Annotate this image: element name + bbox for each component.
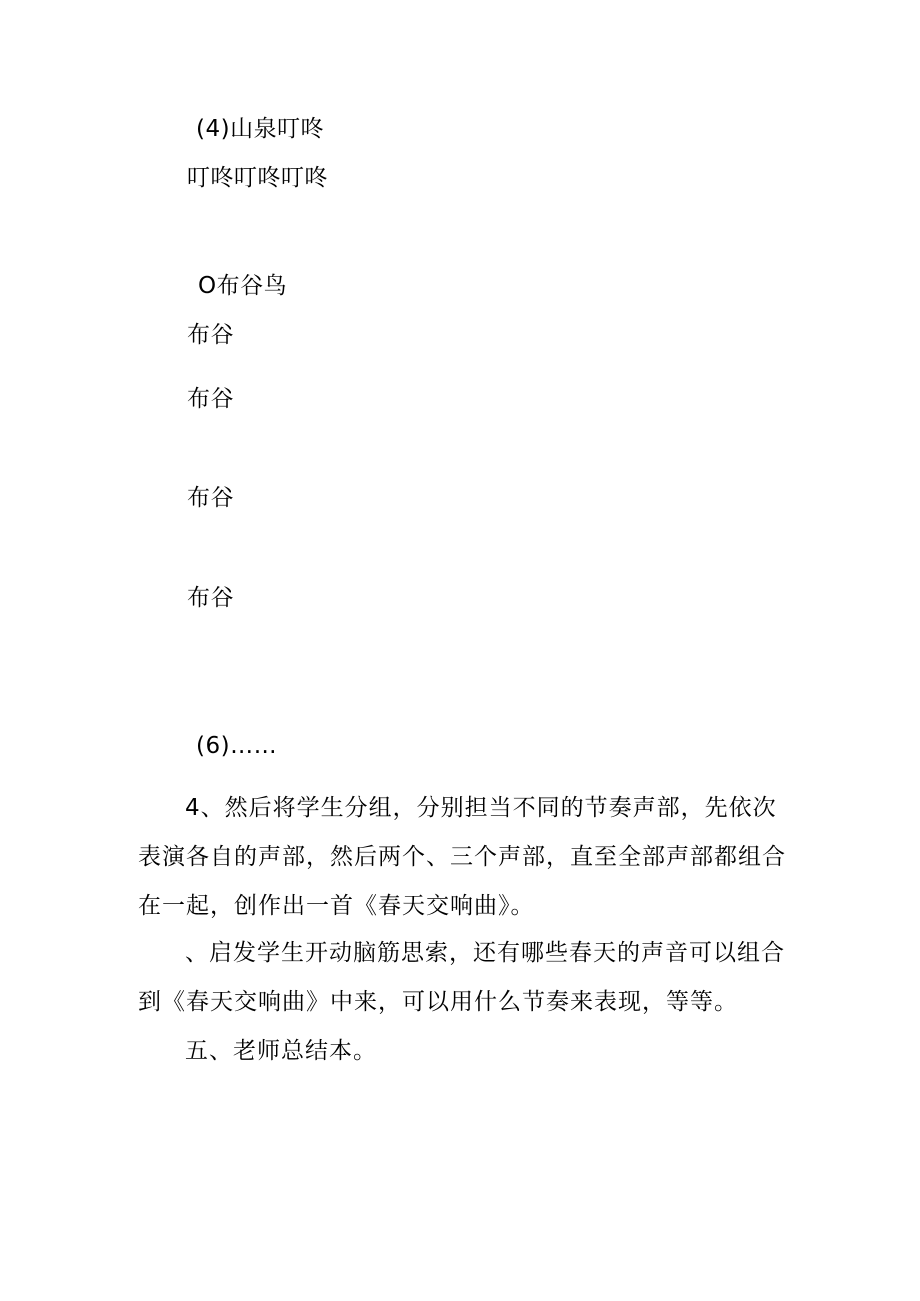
step-5-paragraph: 、启发学生开动脑筋思索，还有哪些春天的声音可以组合到《春天交响曲》中来，可以用什么节奏来表现，等等。 [138, 940, 785, 1015]
buku-line-1: 布谷 [187, 322, 234, 348]
item-4-text: 叮咚叮咚叮咚 [187, 165, 328, 191]
item-5-title: O布谷鸟 [198, 273, 288, 299]
buku-line-3: 布谷 [187, 485, 234, 511]
summary-paragraph: 五、老师总结本。 [185, 1038, 377, 1064]
buku-line-4: 布谷 [187, 585, 234, 611]
step-4-paragraph: 4、然后将学生分组，分别担当不同的节奏声部，先依次表演各自的声部，然后两个、三个声部，直至全部声部都组合在一起，创作出一首《春天交响曲》。 [138, 795, 786, 919]
item-6-title: (6)…… [196, 733, 278, 759]
item-4-title: (4)山泉叮咚 [196, 116, 325, 142]
buku-line-2: 布谷 [187, 386, 234, 412]
